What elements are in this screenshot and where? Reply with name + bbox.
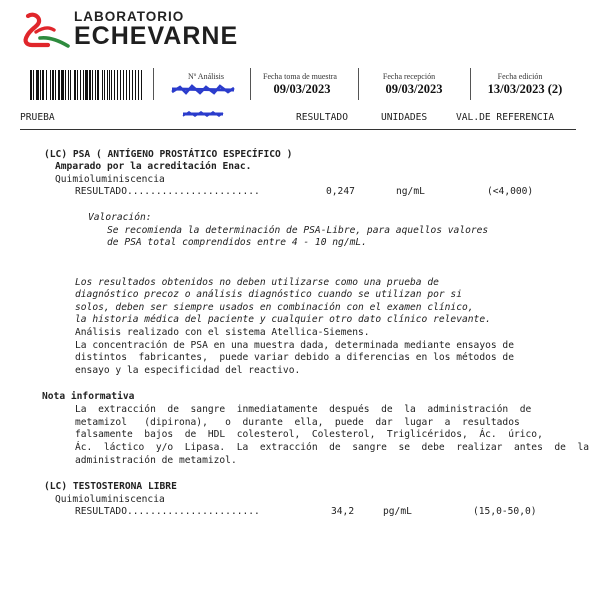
- psa-method: Quimioluminiscencia: [55, 174, 165, 185]
- logo-text-echevarne: ECHEVARNE: [74, 22, 239, 50]
- psa-result-unit: ng/mL: [396, 186, 425, 197]
- nota-title: Nota informativa: [42, 391, 135, 402]
- column-unidades: UNIDADES: [381, 112, 428, 123]
- psa-note-italic-line: la historia médica del paciente y cualquier otro dato clínico relevante.: [75, 314, 491, 325]
- redaction-scribble-icon: [170, 84, 236, 96]
- nota-line: falsamente bajos de HDL colesterol, Colesterol, Triglicéridos, Ác. úrico,: [75, 429, 543, 440]
- testosterona-title: (LC) TESTOSTERONA LIBRE: [44, 481, 177, 492]
- analysis-number-label: Nº Análisis: [187, 72, 225, 81]
- psa-note-line: ensayo y la especificidad del reactivo.: [75, 365, 301, 376]
- valoracion-line: de PSA total comprendidos entre 4 - 10 ng/mL.: [107, 237, 367, 248]
- sample-date-value: 09/03/2023: [273, 82, 331, 96]
- testosterona-result-label: RESULTADO.......................: [75, 506, 260, 517]
- psa-note-line: Análisis realizado con el sistema Atellica-Siemens.: [75, 327, 370, 338]
- edition-date-label: Fecha edición: [497, 72, 543, 81]
- edition-date-value: 13/03/2023 (2): [487, 82, 563, 96]
- valoracion-title: Valoración:: [88, 212, 152, 223]
- reception-date-value: 09/03/2023: [385, 82, 443, 96]
- valoracion-line: Se recomienda la determinación de PSA-Libre, para aquellos valores: [107, 225, 489, 236]
- psa-title: (LC) PSA ( ANTÍGENO PROSTÁTICO ESPECÍFICO ): [44, 149, 293, 160]
- psa-note-italic-line: solos, deben ser siempre usados en combinación con el examen clínico,: [75, 302, 474, 313]
- redaction-scribble-icon: [181, 110, 225, 118]
- testosterona-method: Quimioluminiscencia: [55, 494, 165, 505]
- psa-reference: (<4,000): [487, 186, 534, 197]
- psa-note-italic-line: diagnóstico precoz o análisis diagnóstico cuando se utilizan por si: [75, 289, 462, 300]
- nota-line: metamizol (dipirona), o durante ella, puede dar lugar a resultados: [75, 417, 520, 428]
- column-prueba: PRUEBA: [20, 112, 55, 123]
- header-divider: [358, 68, 359, 100]
- nota-line: Ác. láctico y/o Lipasa. La extracción de sangre se debe realizar antes de la: [75, 442, 590, 453]
- psa-note-line: La concentración de PSA en una muestra dada, determinada mediante ensayos de: [75, 340, 514, 351]
- psa-accreditation: Amparado por la acreditación Enac.: [55, 161, 252, 172]
- psa-note-line: distintos fabricantes, puede variar debido a diferencias en los métodos de: [75, 352, 514, 363]
- column-referencia: VAL.DE REFERENCIA: [456, 112, 555, 123]
- psa-note-italic-line: Los resultados obtenidos no deben utilizarse como una prueba de: [75, 277, 439, 288]
- logo-text-laboratorio: LABORATORIO: [74, 9, 185, 24]
- testosterona-result-unit: pg/mL: [383, 506, 412, 517]
- psa-result-label: RESULTADO.......................: [75, 186, 260, 197]
- sample-date-label: Fecha toma de muestra: [263, 72, 337, 81]
- nota-line: administración de metamizol.: [75, 455, 237, 466]
- header-divider: [153, 68, 154, 100]
- testosterona-result-value: 34,2: [331, 506, 355, 517]
- header-rule: [20, 129, 576, 130]
- barcode-icon: [30, 70, 144, 100]
- column-resultado: RESULTADO: [296, 112, 348, 123]
- reception-date-label: Fecha recepción: [382, 72, 436, 81]
- testosterona-reference: (15,0-50,0): [473, 506, 537, 517]
- laboratory-logo-icon: [18, 10, 72, 48]
- nota-line: La extracción de sangre inmediatamente después de la administración de: [75, 404, 532, 415]
- psa-result-value: 0,247: [326, 186, 355, 197]
